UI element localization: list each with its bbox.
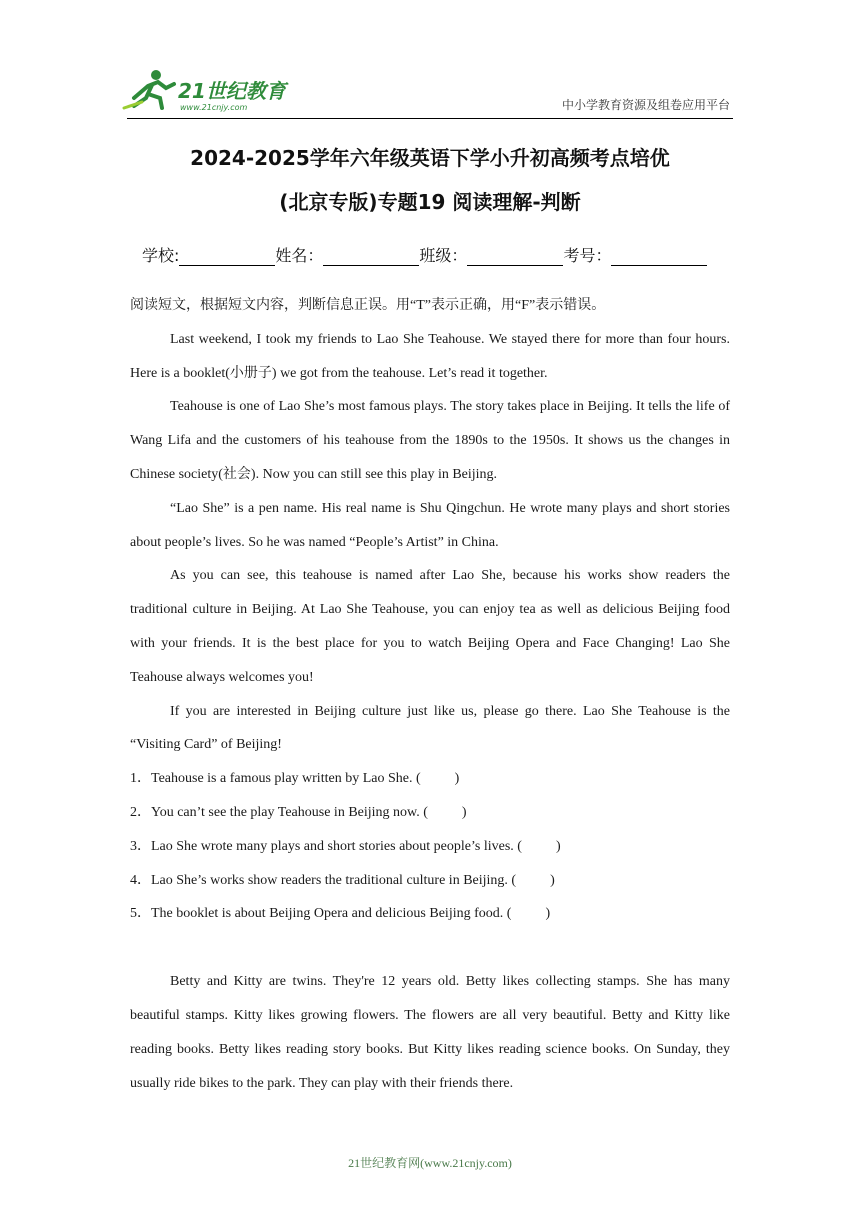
id-label: 考号：: [563, 246, 612, 265]
instructions: 阅读短文，根据短文内容，判断信息正误。用“T”表示正确，用“F”表示错误。: [130, 298, 606, 313]
svg-text:www.21cnjy.com: www.21cnjy.com: [180, 103, 248, 112]
section-spacer: [130, 931, 730, 965]
name-blank[interactable]: [323, 251, 419, 266]
logo: [122, 68, 292, 114]
question-item: [130, 796, 730, 830]
class-blank[interactable]: [467, 251, 563, 266]
school-label: 学校:: [142, 246, 180, 265]
page-footer: 21世纪教育网(www.21cnjy.com): [348, 1156, 512, 1170]
question-number: 3．: [130, 838, 151, 854]
question-text: Lao She wrote many plays and short stories about people’s lives. (: [151, 838, 522, 854]
passage1-paragraph: “Lao She” is a pen name. His real name is Shu Qingchun. He wrote many plays and short stories about people’s lives. So he was named “People’s Artist” in China.: [130, 500, 730, 550]
passage1-paragraph: Last weekend, I took my friends to Lao She Teahouse. We stayed there for more than four hours. Here is a booklet(小册子) we got from the teahouse. Let’s read it together.: [130, 331, 730, 381]
question-item: [130, 864, 730, 898]
close-paren: ): [555, 838, 561, 854]
passage1-paragraph: If you are interested in Beijing culture just like us, please go there. Lao She Teahouse is the “Visiting Card” of Beijing!: [130, 703, 730, 753]
close-paren: ): [545, 906, 551, 922]
name-label: 姓名：: [275, 246, 324, 265]
header-divider: [127, 118, 733, 119]
passage1-paragraph: Teahouse is one of Lao She’s most famous plays. The story takes place in Beijing. It tells the life of Wang Lifa and the customers of his teahouse from the 1890s to the 1950s. It shows us the changes in Chinese society(社会). Now you can still see this play in Beijing.: [130, 399, 730, 482]
question-text: You can’t see the play Teahouse in Beijing now. (: [151, 804, 428, 820]
page-header: [0, 0, 860, 122]
school-blank[interactable]: [179, 251, 275, 266]
document-title: 2024-2025学年六年级英语下学小升初高频考点培优: [190, 146, 670, 170]
question-number: 2．: [130, 804, 151, 820]
document-subtitle: (北京专版)专题19 阅读理解-判断: [279, 190, 581, 214]
class-label: 班级：: [419, 246, 468, 265]
close-paren: ): [461, 804, 467, 820]
question-number: 5．: [130, 906, 151, 922]
passage2-paragraph: Betty and Kitty are twins. They're 12 years old. Betty likes collecting stamps. She has many beautiful stamps. Kitty likes growing flowers. The flowers are all very beautiful. Betty and Kitty like reading books. Betty likes reading story books. But Kitty likes reading science books. On Sunday, they usually ride bikes to the park. They can play with their friends there.: [130, 974, 730, 1091]
question-number: 1．: [130, 771, 151, 787]
question-item: [130, 830, 730, 864]
id-blank[interactable]: [611, 251, 707, 266]
question-text: The booklet is about Beijing Opera and delicious Beijing food. (: [151, 906, 512, 922]
question-text: Lao She’s works show readers the traditional culture in Beijing. (: [151, 872, 517, 888]
question-item: [130, 762, 730, 796]
close-paren: ): [454, 771, 460, 787]
close-paren: ): [550, 872, 555, 888]
question-number: 4．: [130, 872, 151, 888]
svg-text:21世纪教育: 21世纪教育: [178, 79, 286, 103]
student-info-line: [142, 243, 707, 266]
passage1-paragraph: As you can see, this teahouse is named after Lao She, because his works show readers the traditional culture in Beijing. At Lao She Teahouse, you can enjoy tea as well as delicious Beijing food with your friends. It is the best place for you to watch Beijing Opera and Face Changing! Lao She Teahouse always welcomes you!: [130, 568, 730, 685]
platform-text: 中小学教育资源及组卷应用平台: [561, 98, 730, 112]
question-text: Teahouse is a famous play written by Lao She. (: [151, 771, 421, 787]
question-item: [130, 897, 730, 931]
document-body: [130, 289, 730, 1100]
